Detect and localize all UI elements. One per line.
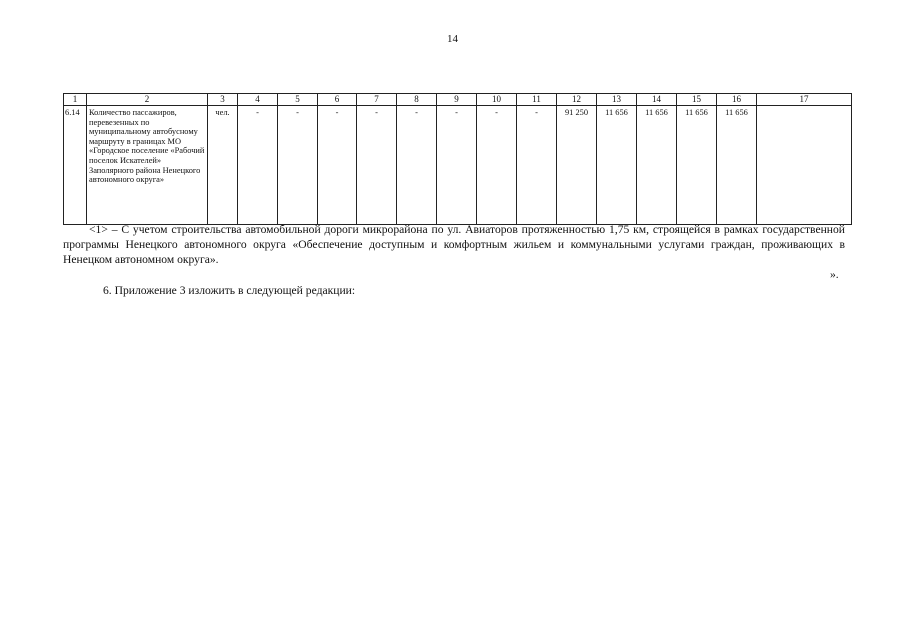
- header-cell-10: 10: [477, 94, 517, 106]
- header-cell-2: 2: [87, 94, 208, 106]
- header-cell-7: 7: [357, 94, 397, 106]
- value-cell-4: -: [238, 106, 278, 225]
- value-cell-7: -: [357, 106, 397, 225]
- value-cell-15: 11 656: [677, 106, 717, 225]
- footnote-paragraph: <1> – С учетом строительства автомобильной дороги микрорайона по ул. Авиаторов протяженностью 1,75 км, строящейся в рамках государственной программы Ненецкого автономного округа «Обеспечение доступным и комфортным жильем и коммунальными услугами граждан, проживающих в Ненецком автономном округа».: [63, 223, 845, 266]
- table-header-row: [64, 94, 852, 106]
- row-name-cell: Количество пассажиров, перевезенных по муниципальному автобусному маршруту в границах МО «Городское поселение «Рабочий поселок Искателей» Заполярного района Ненецкого автономного округа»: [87, 106, 208, 225]
- header-cell-16: 16: [717, 94, 757, 106]
- value-cell-8: -: [397, 106, 437, 225]
- row-number-cell: 6.14: [64, 106, 87, 225]
- value-cell-6: -: [318, 106, 357, 225]
- amendment-paragraph: 6. Приложение 3 изложить в следующей редакции:: [103, 284, 356, 297]
- header-cell-13: 13: [597, 94, 637, 106]
- value-cell-5: -: [278, 106, 318, 225]
- header-cell-14: 14: [637, 94, 677, 106]
- footnote-text: [63, 222, 845, 267]
- header-cell-1: 1: [64, 94, 87, 106]
- value-cell-13: 11 656: [597, 106, 637, 225]
- header-cell-8: 8: [397, 94, 437, 106]
- value-cell-10: -: [477, 106, 517, 225]
- value-cell-11: -: [517, 106, 557, 225]
- row-unit-cell: чел.: [208, 106, 238, 225]
- header-cell-15: 15: [677, 94, 717, 106]
- page-number: 14: [447, 33, 458, 45]
- table-row: [64, 106, 852, 225]
- closing-quote: ».: [830, 268, 839, 281]
- header-cell-4: 4: [238, 94, 278, 106]
- header-cell-17: 17: [757, 94, 852, 106]
- header-cell-9: 9: [437, 94, 477, 106]
- header-cell-12: 12: [557, 94, 597, 106]
- indicator-table: [63, 93, 852, 225]
- header-cell-5: 5: [278, 94, 318, 106]
- header-cell-11: 11: [517, 94, 557, 106]
- header-cell-3: 3: [208, 94, 238, 106]
- value-cell-16: 11 656: [717, 106, 757, 225]
- value-cell-12: 91 250: [557, 106, 597, 225]
- value-cell-17: [757, 106, 852, 225]
- header-cell-6: 6: [318, 94, 357, 106]
- value-cell-9: -: [437, 106, 477, 225]
- value-cell-14: 11 656: [637, 106, 677, 225]
